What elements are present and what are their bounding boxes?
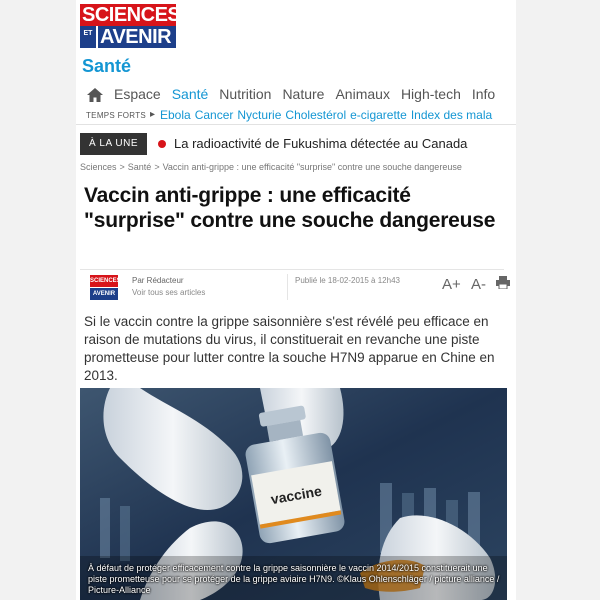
publish-date: Publié le 18-02-2015 à 12h43 <box>295 276 400 285</box>
section-title[interactable]: Santé <box>82 56 132 76</box>
nav-item-nature[interactable]: Nature <box>282 86 325 102</box>
trending-label: TEMPS FORTS <box>86 111 147 120</box>
vial-label: vaccine <box>269 482 323 508</box>
page <box>76 0 516 600</box>
author-logo[interactable] <box>90 275 121 301</box>
home-icon[interactable] <box>86 87 104 103</box>
trending-link[interactable]: Index des mala <box>410 108 493 122</box>
trending-bar <box>76 107 516 125</box>
nav-item-sant-[interactable]: Santé <box>171 86 209 102</box>
nav-item-animaux[interactable]: Animaux <box>335 86 390 102</box>
meta-divider <box>287 274 288 300</box>
breadcrumb-separator: > <box>154 162 160 172</box>
author-logo-bottom: AVENIR <box>90 288 118 300</box>
trending-arrow-icon: ▸ <box>150 109 156 120</box>
breaking-headline-link[interactable]: La radioactivité de Fukushima détectée au Canada <box>174 136 468 151</box>
font-decrease-button[interactable]: A- <box>470 276 486 293</box>
author-logo-top: SCIENCES <box>90 275 118 287</box>
site-logo[interactable] <box>80 4 181 50</box>
font-increase-button[interactable]: A+ <box>442 276 461 293</box>
article-tools <box>442 276 516 293</box>
nav-item-high-tech[interactable]: High-tech <box>400 86 461 102</box>
breadcrumb <box>80 162 465 172</box>
nav-items <box>114 86 506 102</box>
photo-caption: À défaut de protéger efficacement contre la grippe saisonnière le vaccin 2014/2015 constituerait une piste prometteuse pour se protéger de la grippe aviaire H7N9. ©Klaus Ohlenschläger / picture alliance / Picture-Alliance <box>88 563 500 595</box>
breadcrumb-item[interactable]: Vaccin anti-grippe : une efficacité "surprise" contre une souche dangereuse <box>162 162 462 172</box>
logo-bottom-text: AVENIR <box>98 26 176 48</box>
breaking-news-bar <box>76 133 516 155</box>
author-name: Par Rédacteur <box>132 276 184 285</box>
article-meta <box>80 269 504 303</box>
breadcrumb-item[interactable]: Sciences <box>80 162 117 172</box>
breaking-dot-icon <box>158 140 166 148</box>
trending-items <box>160 108 496 122</box>
breadcrumb-separator: > <box>119 162 125 172</box>
article-photo <box>80 388 507 600</box>
trending-link[interactable]: Nycturie <box>237 108 282 122</box>
print-icon[interactable] <box>496 276 510 293</box>
author-articles-link[interactable]: Voir tous ses articles <box>132 288 206 297</box>
main-nav <box>76 86 516 108</box>
logo-top-text: SCIENCES <box>82 4 181 26</box>
trending-link[interactable]: Cholestérol <box>285 108 347 122</box>
trending-link[interactable]: Ebola <box>160 108 191 122</box>
breaking-tag: À LA UNE <box>80 133 147 155</box>
logo-et-text: ET <box>80 26 96 48</box>
nav-item-info[interactable]: Info <box>471 86 496 102</box>
nav-item-espace[interactable]: Espace <box>114 86 161 102</box>
article-lede: Si le vaccin contre la grippe saisonnière s'est révélé peu efficace en raison de mutations du virus, il constituerait en revanche une piste prometteuse pour lutter contre la souche H7N9 apparue en Chine en 2013. <box>84 314 495 383</box>
nav-item-nutrition[interactable]: Nutrition <box>219 86 272 102</box>
breadcrumb-item[interactable]: Santé <box>127 162 152 172</box>
trending-link[interactable]: e-cigarette <box>350 108 407 122</box>
trending-link[interactable]: Cancer <box>194 108 234 122</box>
article-title: Vaccin anti-grippe : une efficacité "surprise" contre une souche dangereuse <box>84 184 496 232</box>
